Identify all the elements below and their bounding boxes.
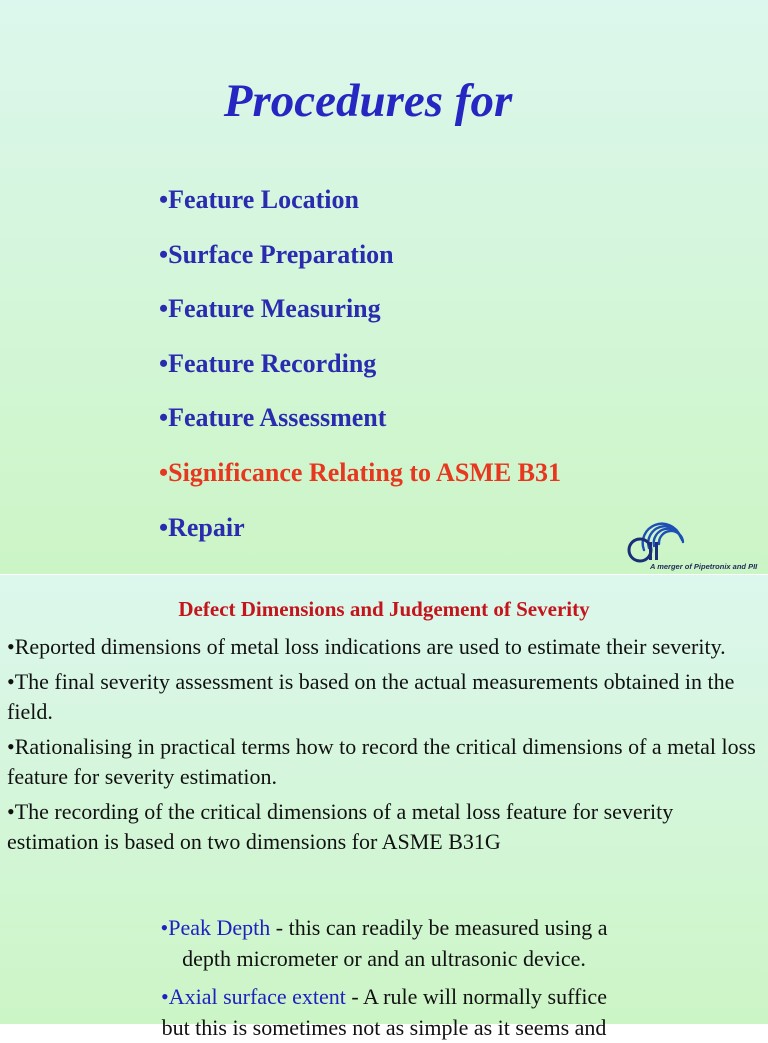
- sub-bullet-text: - A rule will normally suffice: [345, 984, 607, 1009]
- paragraph: •Reported dimensions of metal loss indications are used to estimate their severity.: [7, 634, 726, 659]
- bullet-surface-preparation: •Surface Preparation: [159, 239, 394, 269]
- sub-bullet-text: but this is sometimes not as simple as it seems and: [161, 1015, 607, 1040]
- paragraph: •The recording of the critical dimensions of a metal loss feature for severity estimation is based on two dimensions for ASME B31G: [7, 799, 674, 854]
- logo-tagline: A merger of Pipetronix and PII: [650, 562, 758, 571]
- sub-bullet-peak-depth: [0, 912, 768, 974]
- sub-bullet-axial-extent: [0, 981, 768, 1043]
- slide-defect-dimensions: [0, 575, 768, 1040]
- term-axial-extent: •Axial surface extent: [161, 984, 346, 1009]
- bullet-feature-recording: •Feature Recording: [159, 348, 377, 378]
- paragraph: •Rationalising in practical terms how to record the critical dimensions of a metal loss feature for severity estimation.: [7, 734, 756, 789]
- slide-heading: Defect Dimensions and Judgement of Severity: [178, 597, 590, 621]
- bullet-feature-measuring: •Feature Measuring: [159, 294, 381, 324]
- slide-title: Procedures for: [223, 75, 513, 127]
- procedure-list: [159, 185, 561, 567]
- sub-bullet-text: - this can readily be measured using a: [270, 915, 608, 940]
- bullet-significance-asme: •Significance Relating to ASME B31: [159, 457, 561, 487]
- paragraph-list: [7, 632, 762, 862]
- term-peak-depth: •Peak Depth: [160, 915, 271, 940]
- sub-bullet-text: depth micrometer or and an ultrasonic device.: [182, 946, 586, 971]
- bullet-repair: •Repair: [159, 512, 245, 542]
- paragraph: •The final severity assessment is based on the actual measurements obtained in the field.: [7, 669, 735, 724]
- bullet-feature-assessment: •Feature Assessment: [159, 403, 387, 433]
- pii-logo: [622, 512, 768, 574]
- bullet-feature-location: •Feature Location: [159, 185, 359, 214]
